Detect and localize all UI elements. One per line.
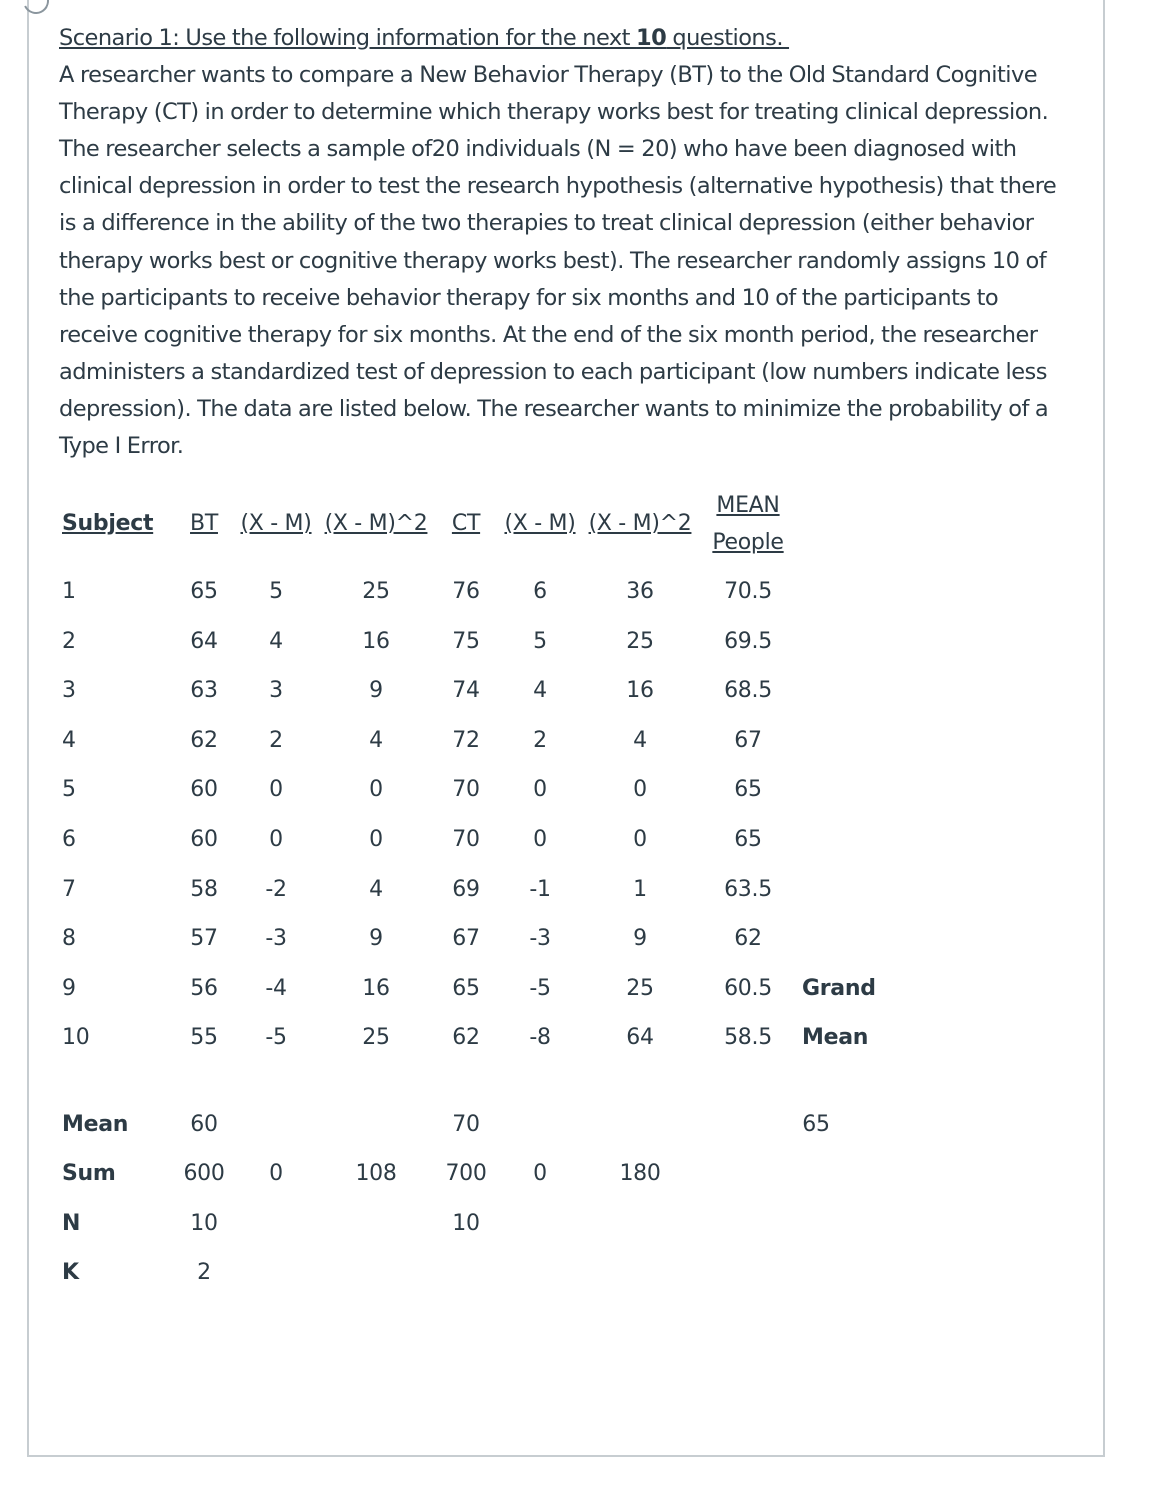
- ct-squared-cell: 16: [626, 678, 654, 704]
- ct-score-cell: 69: [452, 876, 480, 902]
- scenario-heading: [59, 20, 1074, 57]
- bt-squared-cell: 4: [369, 727, 383, 753]
- grand-mean-label-line1: Grand: [802, 976, 876, 1001]
- summary-sum-label: Sum: [62, 1161, 116, 1186]
- bt-deviation-cell: -2: [265, 876, 287, 902]
- bt-score-cell: 60: [190, 777, 218, 803]
- header-ct-deviation: (X - M): [504, 511, 576, 536]
- ct-score-cell: 70: [452, 777, 480, 803]
- ct-mean: 70: [452, 1112, 480, 1137]
- ct-score-cell: 70: [452, 827, 480, 852]
- bt-deviation-cell: -4: [265, 975, 287, 1001]
- bt-squared-cell: 16: [362, 628, 390, 654]
- ct-squared-sum: 180: [619, 1161, 661, 1186]
- ct-squared-cell: 0: [633, 827, 647, 852]
- ct-score-cell: 75: [452, 628, 480, 654]
- summary-n-label: N: [62, 1211, 81, 1236]
- heading-suffix: questions.: [666, 25, 790, 51]
- ct-deviation-cell: 5: [533, 628, 547, 654]
- ct-squared-cell: 36: [626, 579, 654, 604]
- bt-score-cell: 56: [190, 975, 218, 1001]
- bt-deviation-cell: -3: [265, 926, 287, 952]
- bt-deviation-sum: 0: [269, 1161, 283, 1186]
- ct-deviation-cell: -1: [529, 876, 551, 902]
- header-bt-squared: (X - M)^2: [324, 511, 428, 536]
- ct-squared-cell: 0: [633, 777, 647, 803]
- ct-squared-cell: 25: [626, 975, 654, 1001]
- mean-people-cell: 67: [734, 727, 762, 753]
- ct-squared-cell: 25: [626, 628, 654, 654]
- bt-squared-cell: 0: [369, 827, 383, 852]
- bt-deviation-cell: 0: [269, 777, 283, 803]
- corner-curl-icon: [19, 0, 52, 18]
- ct-score-cell: 76: [452, 579, 480, 604]
- bt-deviation-cell: 4: [269, 628, 283, 654]
- mean-people-cell: 69.5: [724, 628, 772, 654]
- ct-deviation-cell: -5: [529, 975, 551, 1001]
- bt-deviation-cell: 5: [269, 579, 283, 604]
- bt-squared-sum: 108: [355, 1161, 397, 1186]
- bt-score-cell: 65: [190, 579, 218, 604]
- bt-squared-cell: 25: [362, 1025, 390, 1051]
- mean-people-cell: 65: [734, 827, 762, 852]
- bt-squared-cell: 4: [369, 876, 383, 902]
- mean-people-cell: 70.5: [724, 579, 772, 604]
- heading-count: 10: [636, 25, 667, 51]
- header-mean-people-line2: People: [712, 530, 784, 555]
- heading-prefix: Scenario 1: Use the following information for the next: [59, 25, 637, 51]
- bt-sum: 600: [183, 1161, 225, 1186]
- ct-deviation-cell: 0: [533, 827, 547, 852]
- ct-score-cell: 74: [452, 678, 480, 704]
- header-ct-squared: (X - M)^2: [588, 511, 692, 536]
- summary-mean-label: Mean: [62, 1112, 129, 1137]
- grand-mean-value: 65: [802, 1112, 830, 1137]
- ct-deviation-cell: -3: [529, 926, 551, 952]
- subject-cell: 7: [62, 876, 76, 902]
- bt-deviation-cell: 0: [269, 827, 283, 852]
- ct-deviation-cell: 4: [533, 678, 547, 704]
- bt-deviation-cell: 3: [269, 678, 283, 704]
- mean-people-cell: 62: [734, 926, 762, 952]
- subject-cell: 3: [62, 678, 76, 704]
- header-bt: BT: [190, 511, 218, 536]
- ct-score-cell: 65: [452, 975, 480, 1001]
- bt-squared-cell: 16: [362, 975, 390, 1001]
- scenario-text: [59, 20, 1074, 465]
- ct-squared-cell: 4: [633, 727, 647, 753]
- ct-deviation-cell: 6: [533, 579, 547, 604]
- scenario-paragraph: A researcher wants to compare a New Behavior Therapy (BT) to the Old Standard Cognitive Therapy (CT) in order to determine which therapy works best for treating clinical depression. The researcher selects a sample of20 individuals (N = 20) who have been diagnosed with clinical depression in order to test the research hypothesis (alternative hypothesis) that there is a difference in the ability of the two therapies to treat clinical depression (either behavior therapy works best or cognitive therapy works best). The researcher randomly assigns 10 of the participants to receive behavior therapy for six months and 10 of the participants to receive cognitive therapy for six months. At the end of the six month period, the researcher administers a standardized test of depression to each participant (low numbers indicate less depression). The data are listed below. The researcher wants to minimize the probability of a Type I Error.: [59, 62, 1057, 460]
- k-value: 2: [197, 1260, 211, 1285]
- subject-cell: 4: [62, 727, 76, 753]
- bt-score-cell: 63: [190, 678, 218, 704]
- subject-cell: 2: [62, 628, 76, 654]
- header-ct: CT: [451, 511, 481, 536]
- subject-cell: 10: [62, 1025, 90, 1051]
- bt-score-cell: 60: [190, 827, 218, 852]
- ct-deviation-cell: 2: [533, 727, 547, 753]
- subject-cell: 5: [62, 777, 76, 803]
- ct-n: 10: [452, 1211, 480, 1236]
- ct-score-cell: 67: [452, 926, 480, 952]
- mean-people-cell: 63.5: [724, 876, 772, 902]
- ct-score-cell: 72: [452, 727, 480, 753]
- bt-score-cell: 58: [190, 876, 218, 902]
- mean-people-cell: 65: [734, 777, 762, 803]
- ct-deviation-cell: 0: [533, 777, 547, 803]
- bt-score-cell: 62: [190, 727, 218, 753]
- bt-score-cell: 57: [190, 926, 218, 952]
- grand-mean-label-line2: Mean: [802, 1025, 869, 1050]
- header-mean-people-line1: MEAN: [716, 493, 780, 518]
- mean-people-cell: 68.5: [724, 678, 772, 704]
- ct-deviation-cell: -8: [529, 1025, 551, 1051]
- mean-people-cell: 58.5: [724, 1025, 772, 1051]
- bt-deviation-cell: -5: [265, 1025, 287, 1051]
- ct-sum: 700: [445, 1161, 487, 1186]
- bt-squared-cell: 0: [369, 777, 383, 803]
- bt-n: 10: [190, 1211, 218, 1236]
- bt-squared-cell: 25: [362, 579, 390, 604]
- subject-cell: 6: [62, 827, 76, 852]
- bt-mean: 60: [190, 1112, 218, 1137]
- header-subject: Subject: [62, 511, 154, 536]
- ct-squared-cell: 1: [633, 876, 647, 902]
- ct-score-cell: 62: [452, 1025, 480, 1051]
- header-bt-deviation: (X - M): [240, 511, 312, 536]
- bt-deviation-cell: 2: [269, 727, 283, 753]
- mean-people-cell: 60.5: [724, 975, 772, 1001]
- subject-cell: 8: [62, 926, 76, 952]
- ct-deviation-sum: 0: [533, 1161, 547, 1186]
- summary-k-label: K: [62, 1260, 79, 1285]
- ct-squared-cell: 9: [633, 926, 647, 952]
- bt-squared-cell: 9: [369, 678, 383, 704]
- bt-squared-cell: 9: [369, 926, 383, 952]
- bt-score-cell: 64: [190, 628, 218, 654]
- subject-cell: 9: [62, 975, 76, 1001]
- subject-cell: 1: [62, 579, 76, 604]
- bt-score-cell: 55: [190, 1025, 218, 1051]
- ct-squared-cell: 64: [626, 1025, 654, 1051]
